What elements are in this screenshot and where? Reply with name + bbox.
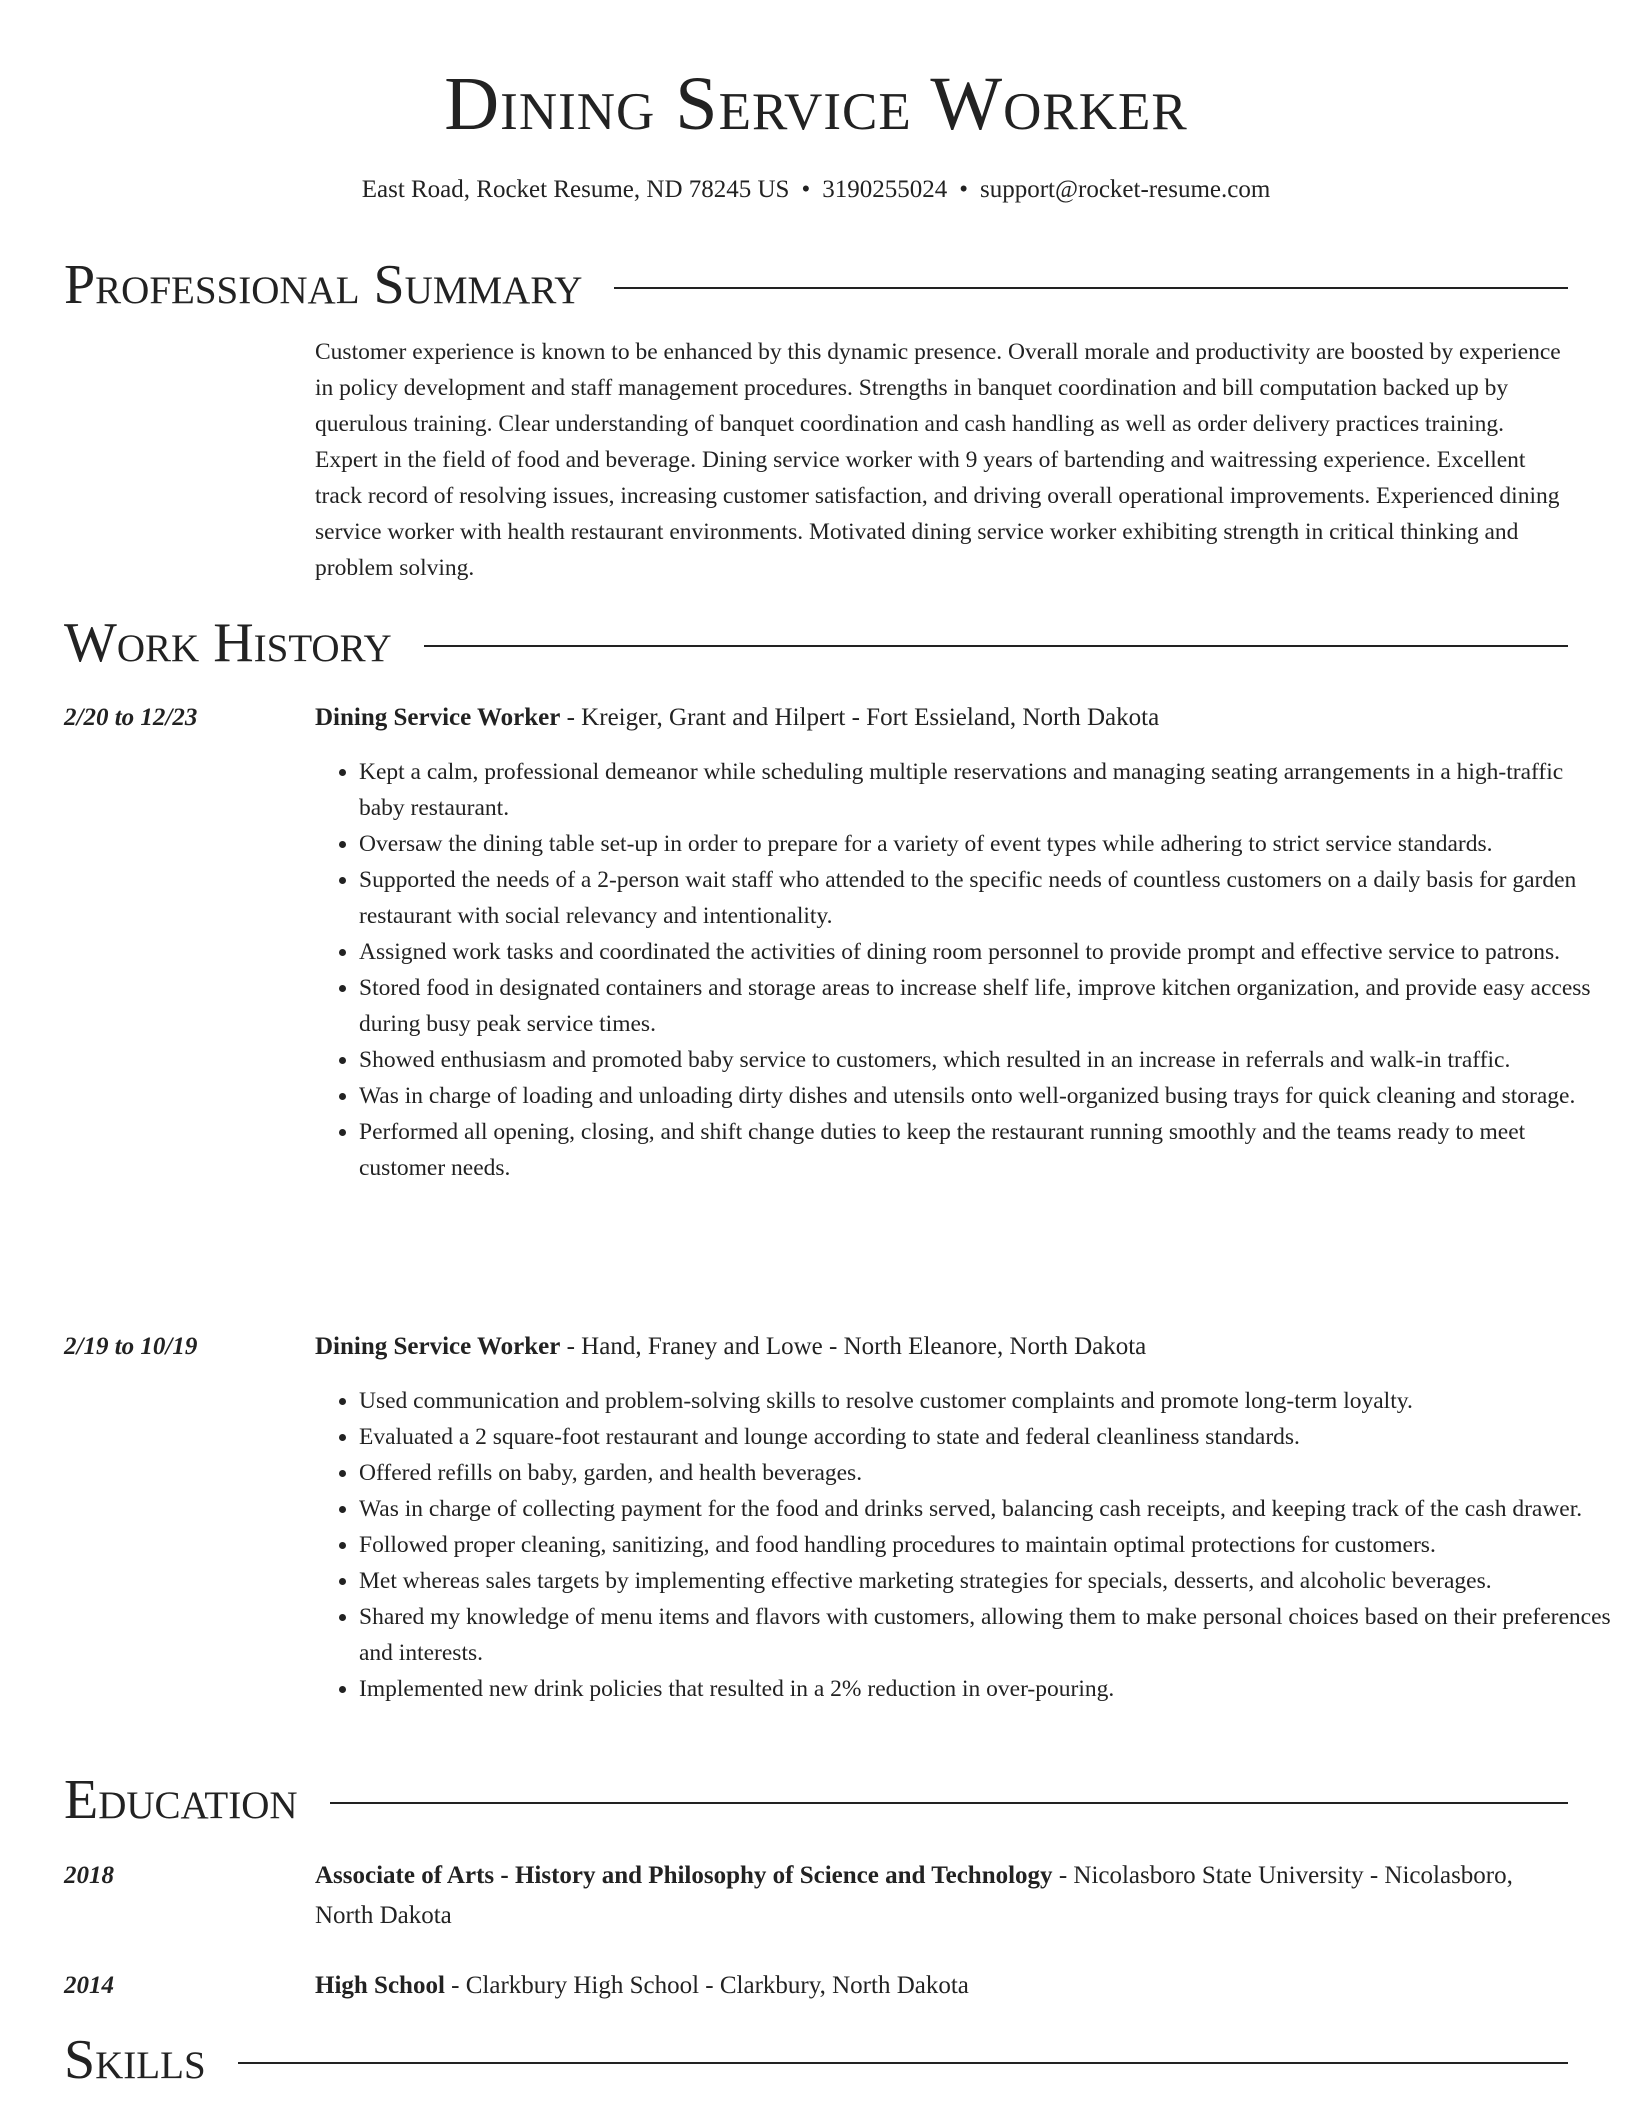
education-degree: Associate of Arts - History and Philosophy of Science and Technology	[315, 1862, 1053, 1889]
section-divider	[614, 287, 1568, 289]
education-degree: High School	[315, 1972, 445, 1999]
job-bullet: • Evaluated a 2 square-foot restaurant and lounge according to state and federal cleanliness standards.	[359, 1419, 1613, 1455]
education-entry	[315, 1968, 1569, 2004]
section-title: Education	[64, 1769, 298, 1831]
job-dates: 2/20 to 12/23	[64, 704, 198, 731]
job-bullet: • Met whereas sales targets by implementing effective marketing strategies for specials, desserts, and alcoholic beverages.	[359, 1563, 1613, 1599]
job-bullet: • Supported the needs of a 2-person wait staff who attended to the specific needs of countless customers on a daily basis for garden restaurant with social relevancy and intentionality.	[359, 862, 1613, 934]
contact-separator: •	[801, 176, 811, 203]
contact-line	[64, 172, 1568, 208]
section-header-skills	[64, 2028, 1568, 2092]
job-bullet: • Oversaw the dining table set-up in order to prepare for a variety of event types while adhering to strict service standards.	[359, 826, 1613, 862]
job-bullet: • Was in charge of loading and unloading dirty dishes and utensils onto well-organized busing trays for quick cleaning and storage.	[359, 1078, 1613, 1114]
job-role: Dining Service Worker	[315, 704, 561, 731]
job-bullet: • Implemented new drink policies that resulted in a 2% reduction in over-pouring.	[359, 1671, 1613, 1707]
section-divider	[238, 2062, 1568, 2064]
section-title: Work History	[64, 612, 392, 674]
job-employer: - Hand, Franey and Lowe - North Eleanore, North Dakota	[560, 1333, 1147, 1360]
job-bullet: • Showed enthusiasm and promoted baby service to customers, which resulted in an increase in referrals and walk-in traffic.	[359, 1042, 1613, 1078]
job-bullet: • Kept a calm, professional demeanor while scheduling multiple reservations and managing seating arrangements in a high-traffic baby restaurant.	[359, 754, 1613, 826]
section-header-education	[64, 1768, 1568, 1832]
candidate-name: Dining Service Worker	[444, 62, 1188, 146]
job-title-line	[315, 1329, 1569, 1365]
job-bullet: • Stored food in designated containers and storage areas to increase shelf life, improve kitchen organization, and provide easy access during busy peak service times.	[359, 970, 1613, 1042]
job-bullet: • Performed all opening, closing, and shift change duties to keep the restaurant running smoothly and the teams ready to meet customer needs.	[359, 1114, 1613, 1186]
section-divider	[424, 645, 1568, 647]
education-entry	[315, 1856, 1569, 1936]
job-bullet: • Was in charge of collecting payment for the food and drinks served, balancing cash receipts, and keeping track of the cash drawer.	[359, 1491, 1613, 1527]
job-bullets	[315, 754, 1613, 1186]
section-title: Professional Summary	[64, 254, 583, 316]
section-divider	[330, 1802, 1568, 1804]
job-role: Dining Service Worker	[315, 1333, 561, 1360]
job-title-line	[315, 700, 1569, 736]
job-bullets	[315, 1383, 1613, 1707]
summary-text: Customer experience is known to be enhanced by this dynamic presence. Overall morale and productivity are boosted by experience in policy development and staff management procedures. Strengths in banquet coordination and bill computation backed up by querulous training. Clear understanding of banquet coordination and cash handling as well as order delivery practices training. Expert in the field of food and beverage. Dining service worker with 9 years of bartending and waitressing experience. Excellent track record of resolving issues, increasing customer satisfaction, and driving overall operational improvements. Experienced dining service worker with health restaurant environments. Motivated dining service worker exhibiting strength in critical thinking and problem solving.	[315, 339, 1561, 581]
section-title: Skills	[64, 2029, 206, 2091]
job-bullet: • Shared my knowledge of menu items and flavors with customers, allowing them to make personal choices based on their preferences and interests.	[359, 1599, 1613, 1671]
contact-address: East Road, Rocket Resume, ND 78245 US	[361, 176, 790, 203]
job-bullet: • Offered refills on baby, garden, and health beverages.	[359, 1455, 1613, 1491]
education-year: 2018	[64, 1862, 114, 1889]
job-employer: - Kreiger, Grant and Hilpert - Fort Essieland, North Dakota	[560, 704, 1160, 731]
section-header-summary	[64, 253, 1568, 317]
education-school: - Clarkbury High School - Clarkbury, North Dakota	[444, 1972, 969, 1999]
job-bullet: • Followed proper cleaning, sanitizing, and food handling procedures to maintain optimal protections for customers.	[359, 1527, 1613, 1563]
section-header-work-history	[64, 611, 1568, 675]
contact-separator: •	[959, 176, 968, 203]
education-school: - Nicolasboro State University - Nicolasboro, North Dakota	[315, 1862, 1513, 1929]
job-bullet: • Used communication and problem-solving skills to resolve customer complaints and promote long-term loyalty.	[359, 1383, 1613, 1419]
education-year: 2014	[64, 1972, 114, 1999]
job-dates: 2/19 to 10/19	[64, 1333, 198, 1360]
contact-phone: 3190255024	[822, 176, 948, 203]
contact-email[interactable]: support@rocket-resume.com	[979, 176, 1271, 203]
job-bullet: • Assigned work tasks and coordinated the activities of dining room personnel to provide prompt and effective service to patrons.	[359, 934, 1613, 970]
